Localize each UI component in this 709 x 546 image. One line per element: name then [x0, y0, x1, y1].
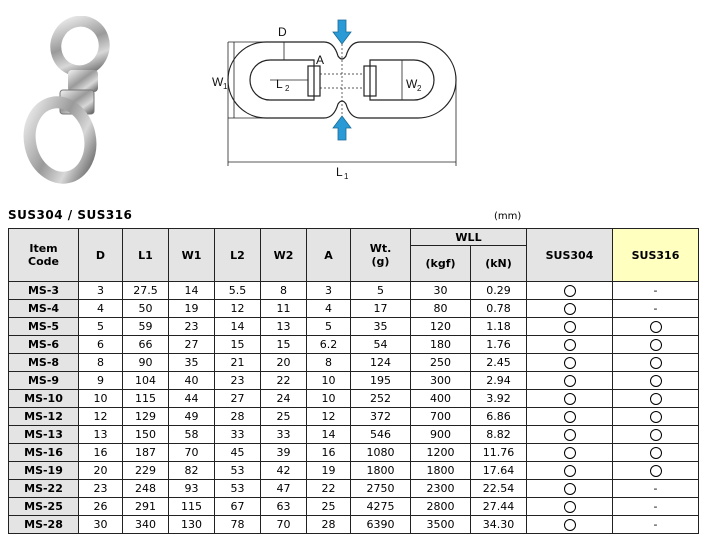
label-a: A — [316, 53, 325, 67]
cell-sus316 — [613, 444, 699, 462]
cell-kgf: 80 — [411, 300, 471, 318]
cell-kn: 34.30 — [471, 516, 527, 534]
cell-code: MS-12 — [9, 408, 79, 426]
cell-sus304 — [527, 462, 613, 480]
cell-l2: 15 — [215, 336, 261, 354]
cell-kgf: 120 — [411, 318, 471, 336]
available-circle-icon — [564, 303, 576, 315]
cell-l1: 187 — [123, 444, 169, 462]
cell-w2: 47 — [261, 480, 307, 498]
cell-kn: 8.82 — [471, 426, 527, 444]
label-w2-sub: 2 — [417, 84, 422, 93]
label-w1: W — [212, 75, 224, 89]
cell-a: 14 — [307, 426, 351, 444]
cell-kgf: 250 — [411, 354, 471, 372]
cell-w2: 22 — [261, 372, 307, 390]
cell-d: 4 — [79, 300, 123, 318]
available-circle-icon — [650, 375, 662, 387]
cell-l1: 115 — [123, 390, 169, 408]
cell-kn: 1.18 — [471, 318, 527, 336]
cell-w1: 93 — [169, 480, 215, 498]
cell-w1: 35 — [169, 354, 215, 372]
header-l2: L2 — [215, 229, 261, 282]
cell-code: MS-13 — [9, 426, 79, 444]
table-row — [9, 462, 699, 480]
header-item-code — [9, 229, 79, 282]
cell-l1: 27.5 — [123, 282, 169, 300]
cell-d: 9 — [79, 372, 123, 390]
cell-kgf: 3500 — [411, 516, 471, 534]
available-circle-icon — [650, 321, 662, 333]
available-circle-icon — [650, 429, 662, 441]
cell-d: 8 — [79, 354, 123, 372]
table-row — [9, 354, 699, 372]
cell-w2: 8 — [261, 282, 307, 300]
cell-a: 3 — [307, 282, 351, 300]
cell-code: MS-28 — [9, 516, 79, 534]
cell-l1: 90 — [123, 354, 169, 372]
table-row — [9, 408, 699, 426]
header-l1: L1 — [123, 229, 169, 282]
cell-code: MS-22 — [9, 480, 79, 498]
header-w2: W2 — [261, 229, 307, 282]
header-kgf: (kgf) — [411, 246, 471, 282]
product-photo — [8, 16, 136, 184]
header-w1: W1 — [169, 229, 215, 282]
cell-d: 13 — [79, 426, 123, 444]
cell-a: 22 — [307, 480, 351, 498]
available-circle-icon — [650, 357, 662, 369]
cell-sus304 — [527, 390, 613, 408]
cell-w2: 33 — [261, 426, 307, 444]
label-w2: W — [406, 77, 418, 91]
available-circle-icon — [564, 411, 576, 423]
cell-sus316: - — [613, 300, 699, 318]
material-caption: SUS304 / SUS316 — [8, 208, 133, 222]
cell-w1: 44 — [169, 390, 215, 408]
cell-l1: 229 — [123, 462, 169, 480]
cell-kgf: 2300 — [411, 480, 471, 498]
cell-sus316: - — [613, 480, 699, 498]
header-item-code-line2: Code — [28, 255, 59, 268]
cell-code: MS-8 — [9, 354, 79, 372]
cell-sus304 — [527, 336, 613, 354]
available-circle-icon — [564, 375, 576, 387]
cell-wt: 1080 — [351, 444, 411, 462]
cell-l1: 104 — [123, 372, 169, 390]
available-circle-icon — [564, 339, 576, 351]
cell-wt: 54 — [351, 336, 411, 354]
table-row — [9, 282, 699, 300]
cell-w2: 20 — [261, 354, 307, 372]
cell-sus316 — [613, 336, 699, 354]
table-row — [9, 318, 699, 336]
cell-sus316 — [613, 354, 699, 372]
available-circle-icon — [650, 393, 662, 405]
cell-l1: 59 — [123, 318, 169, 336]
cell-w2: 13 — [261, 318, 307, 336]
table-row — [9, 390, 699, 408]
cell-kgf: 30 — [411, 282, 471, 300]
cell-sus316 — [613, 408, 699, 426]
cell-w1: 27 — [169, 336, 215, 354]
cell-code: MS-25 — [9, 498, 79, 516]
cell-sus316 — [613, 390, 699, 408]
cell-wt: 372 — [351, 408, 411, 426]
cell-a: 28 — [307, 516, 351, 534]
cell-d: 26 — [79, 498, 123, 516]
cell-kn: 0.78 — [471, 300, 527, 318]
cell-d: 23 — [79, 480, 123, 498]
available-circle-icon — [564, 393, 576, 405]
available-circle-icon — [564, 357, 576, 369]
cell-wt: 5 — [351, 282, 411, 300]
cell-l2: 21 — [215, 354, 261, 372]
cell-code: MS-5 — [9, 318, 79, 336]
header-d: D — [79, 229, 123, 282]
cell-code: MS-4 — [9, 300, 79, 318]
cell-sus316: - — [613, 282, 699, 300]
cell-kn: 6.86 — [471, 408, 527, 426]
cell-l2: 28 — [215, 408, 261, 426]
cell-a: 12 — [307, 408, 351, 426]
cell-code: MS-6 — [9, 336, 79, 354]
cell-wt: 1800 — [351, 462, 411, 480]
cell-l2: 5.5 — [215, 282, 261, 300]
cell-l2: 53 — [215, 480, 261, 498]
cell-w1: 23 — [169, 318, 215, 336]
cell-code: MS-19 — [9, 462, 79, 480]
available-circle-icon — [564, 447, 576, 459]
cell-d: 12 — [79, 408, 123, 426]
available-circle-icon — [564, 321, 576, 333]
cell-l2: 33 — [215, 426, 261, 444]
cell-wt: 17 — [351, 300, 411, 318]
cell-a: 5 — [307, 318, 351, 336]
cell-kgf: 180 — [411, 336, 471, 354]
cell-sus316: - — [613, 498, 699, 516]
cell-l1: 340 — [123, 516, 169, 534]
cell-sus316 — [613, 318, 699, 336]
cell-sus304 — [527, 516, 613, 534]
cell-kgf: 900 — [411, 426, 471, 444]
cell-sus304 — [527, 318, 613, 336]
cell-w1: 115 — [169, 498, 215, 516]
available-circle-icon — [650, 339, 662, 351]
cell-kn: 2.94 — [471, 372, 527, 390]
units-label: (mm) — [494, 211, 522, 222]
table-row — [9, 498, 699, 516]
spec-table — [8, 228, 699, 534]
cell-l2: 53 — [215, 462, 261, 480]
cell-w1: 58 — [169, 426, 215, 444]
cell-kgf: 1200 — [411, 444, 471, 462]
cell-kgf: 400 — [411, 390, 471, 408]
header-wt-line1: Wt. — [369, 242, 392, 255]
cell-l2: 78 — [215, 516, 261, 534]
header-sus304: SUS304 — [527, 229, 613, 282]
cell-w1: 130 — [169, 516, 215, 534]
cell-w1: 40 — [169, 372, 215, 390]
cell-kn: 22.54 — [471, 480, 527, 498]
label-w1-sub: 1 — [223, 82, 228, 91]
available-circle-icon — [650, 447, 662, 459]
cell-kgf: 300 — [411, 372, 471, 390]
cell-d: 16 — [79, 444, 123, 462]
cell-w2: 25 — [261, 408, 307, 426]
cell-w1: 82 — [169, 462, 215, 480]
header-wll: WLL — [411, 229, 527, 246]
available-circle-icon — [564, 465, 576, 477]
cell-kn: 11.76 — [471, 444, 527, 462]
cell-sus304 — [527, 300, 613, 318]
cell-kn: 1.76 — [471, 336, 527, 354]
cell-w2: 63 — [261, 498, 307, 516]
cell-kn: 17.64 — [471, 462, 527, 480]
cell-a: 25 — [307, 498, 351, 516]
cell-wt: 35 — [351, 318, 411, 336]
label-l2: L — [276, 77, 283, 91]
available-circle-icon — [650, 411, 662, 423]
cell-w1: 70 — [169, 444, 215, 462]
cell-sus304 — [527, 372, 613, 390]
label-d: D — [278, 25, 287, 39]
cell-w2: 39 — [261, 444, 307, 462]
cell-kgf: 2800 — [411, 498, 471, 516]
header-sus316: SUS316 — [613, 229, 699, 282]
cell-sus304 — [527, 426, 613, 444]
cell-l1: 66 — [123, 336, 169, 354]
cell-sus316 — [613, 462, 699, 480]
cell-w1: 14 — [169, 282, 215, 300]
cell-code: MS-3 — [9, 282, 79, 300]
cell-wt: 4275 — [351, 498, 411, 516]
cell-sus316: - — [613, 516, 699, 534]
available-circle-icon — [564, 519, 576, 531]
cell-sus304 — [527, 282, 613, 300]
cell-l2: 14 — [215, 318, 261, 336]
cell-w1: 19 — [169, 300, 215, 318]
cell-sus316 — [613, 426, 699, 444]
cell-l2: 67 — [215, 498, 261, 516]
cell-a: 8 — [307, 354, 351, 372]
cell-l1: 248 — [123, 480, 169, 498]
cell-wt: 124 — [351, 354, 411, 372]
cell-l1: 50 — [123, 300, 169, 318]
cell-code: MS-9 — [9, 372, 79, 390]
cell-code: MS-10 — [9, 390, 79, 408]
cell-d: 30 — [79, 516, 123, 534]
table-row — [9, 516, 699, 534]
cell-wt: 6390 — [351, 516, 411, 534]
cell-d: 10 — [79, 390, 123, 408]
cell-wt: 195 — [351, 372, 411, 390]
cell-kn: 3.92 — [471, 390, 527, 408]
header-a: A — [307, 229, 351, 282]
cell-d: 5 — [79, 318, 123, 336]
cell-kn: 27.44 — [471, 498, 527, 516]
cell-a: 16 — [307, 444, 351, 462]
cell-wt: 2750 — [351, 480, 411, 498]
available-circle-icon — [564, 483, 576, 495]
header-kn: (kN) — [471, 246, 527, 282]
cell-w2: 42 — [261, 462, 307, 480]
cell-sus304 — [527, 498, 613, 516]
cell-l2: 45 — [215, 444, 261, 462]
cell-kgf: 1800 — [411, 462, 471, 480]
label-l1: L — [336, 165, 343, 179]
header-wt — [351, 229, 411, 282]
available-circle-icon — [650, 465, 662, 477]
table-row — [9, 426, 699, 444]
cell-kgf: 700 — [411, 408, 471, 426]
cell-a: 10 — [307, 372, 351, 390]
cell-l1: 291 — [123, 498, 169, 516]
cell-l2: 27 — [215, 390, 261, 408]
cell-l1: 129 — [123, 408, 169, 426]
dimension-drawing — [206, 16, 468, 184]
cell-w1: 49 — [169, 408, 215, 426]
cell-a: 4 — [307, 300, 351, 318]
cell-sus304 — [527, 444, 613, 462]
available-circle-icon — [564, 285, 576, 297]
table-row — [9, 444, 699, 462]
cell-sus304 — [527, 354, 613, 372]
cell-d: 6 — [79, 336, 123, 354]
cell-code: MS-16 — [9, 444, 79, 462]
table-row — [9, 480, 699, 498]
available-circle-icon — [564, 501, 576, 513]
cell-sus316 — [613, 372, 699, 390]
label-l1-sub: 1 — [344, 172, 349, 181]
table-row — [9, 372, 699, 390]
label-l2-sub: 2 — [285, 84, 290, 93]
cell-l1: 150 — [123, 426, 169, 444]
cell-l2: 12 — [215, 300, 261, 318]
cell-wt: 252 — [351, 390, 411, 408]
cell-w2: 70 — [261, 516, 307, 534]
cell-a: 19 — [307, 462, 351, 480]
table-row — [9, 336, 699, 354]
table-row — [9, 300, 699, 318]
cell-kn: 2.45 — [471, 354, 527, 372]
cell-kn: 0.29 — [471, 282, 527, 300]
cell-wt: 546 — [351, 426, 411, 444]
cell-d: 20 — [79, 462, 123, 480]
cell-a: 6.2 — [307, 336, 351, 354]
spec-table-body — [9, 282, 699, 534]
cell-sus304 — [527, 480, 613, 498]
header-item-code-line1: Item — [29, 242, 58, 255]
cell-sus304 — [527, 408, 613, 426]
cell-a: 10 — [307, 390, 351, 408]
cell-l2: 23 — [215, 372, 261, 390]
cell-w2: 11 — [261, 300, 307, 318]
header-wt-line2: (g) — [371, 255, 390, 268]
cell-w2: 15 — [261, 336, 307, 354]
available-circle-icon — [564, 429, 576, 441]
cell-d: 3 — [79, 282, 123, 300]
cell-w2: 24 — [261, 390, 307, 408]
